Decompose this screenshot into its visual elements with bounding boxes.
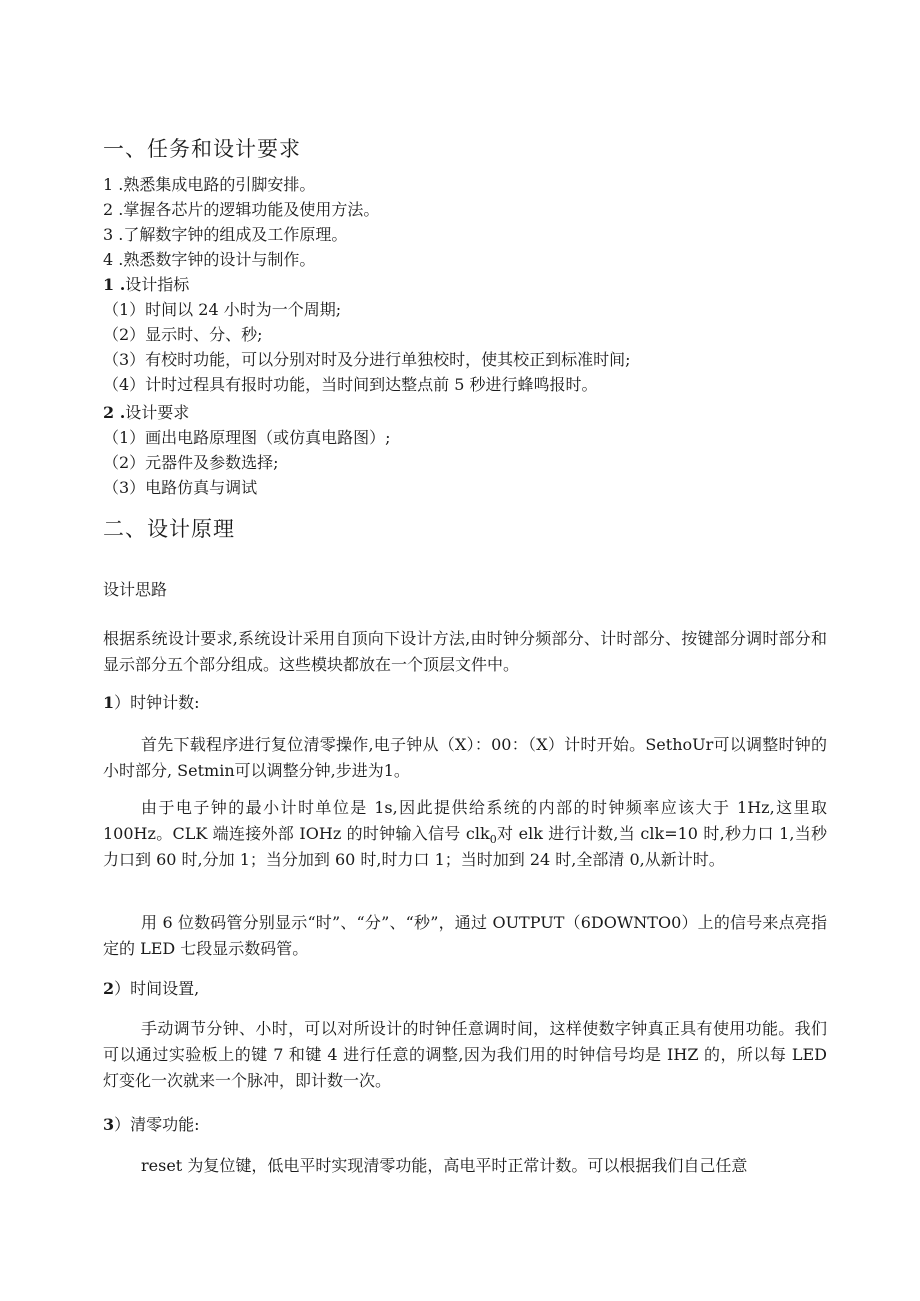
part1-number: 1 [103, 693, 115, 712]
part2-number: 2 [103, 979, 115, 998]
requirement-item-3: （3）电路仿真与调试 [103, 478, 258, 497]
part2-paragraph-1: 手动调节分钟、小时，可以对所设计的时钟任意调时间，这样使数字钟真正具有使用功能。我们可以通过实验板上的键 7 和键 4 进行任意的调整,因为我们用的时钟信号均是 IHZ 的，所以每 LED 灯变化一次就来一个脉冲，即计数一次。 [103, 1019, 827, 1090]
requirement-item-2: （2）元器件及参数选择; [103, 453, 279, 472]
section2-title: 二、设计原理 [103, 517, 235, 541]
indicator-item-4: （4）计时过程具有报时功能，当时间到达整点前 5 秒进行蜂鸣报时。 [103, 375, 598, 394]
part1-heading [103, 693, 200, 713]
part2-heading [103, 979, 199, 999]
section1-title: 一、任务和设计要求 [103, 137, 301, 161]
part1-paragraph-3: 用 6 位数码管分别显示“时”、“分”、“秒”，通过 OUTPUT（6DOWNTO0）上的信号来点亮指定的 LED 七段显示数码管。 [103, 913, 827, 958]
indicator-item-1: （1）时间以 24 小时为一个周期; [103, 300, 342, 319]
part1-paragraph-2-b: 对 elk 进行计数,当 clk=10 时,秒力口 1,当秒力口到 60 时,分加 1；当分加到 60 时,时力口 1；当时加到 24 时,全部清 0,从新计时。 [103, 824, 827, 869]
indicators-heading-text: 设计指标 [125, 275, 190, 294]
task-item-4: 4 .熟悉数字钟的设计与制作。 [103, 250, 316, 269]
part3-heading [103, 1115, 200, 1135]
indicator-item-2: （2）显示时、分、秒; [103, 325, 263, 344]
part3-number: 3 [103, 1115, 115, 1134]
requirements-heading [103, 403, 189, 423]
indicators-heading-number: 1 . [103, 275, 126, 294]
task-item-2: 2 .掌握各芯片的逻辑功能及使用方法。 [103, 200, 380, 219]
task-item-1: 1 .熟悉集成电路的引脚安排。 [103, 175, 316, 194]
section2-subtitle: 设计思路 [103, 580, 168, 599]
requirement-item-1: （1）画出电路原理图（或仿真电路图）; [103, 428, 391, 447]
part1-paragraph-2-a: 由于电子钟的最小计时单位是 1s,因此提供给系统的内部的时钟频率应该大于 1Hz,这里取 100Hz。CLK 端连接外部 IOHz 的时钟输入信号 clk [103, 798, 827, 843]
indicators-heading [103, 275, 189, 295]
part2-title: ）时间设置, [114, 979, 200, 998]
part3-title: ）清零功能: [114, 1115, 200, 1134]
part1-title: ）时钟计数: [114, 693, 200, 712]
section2-intro-paragraph: 根据系统设计要求,系统设计采用自顶向下设计方法,由时钟分频部分、计时部分、按键部分调时部分和显示部分五个部分组成。这些模块都放在一个顶层文件中。 [103, 629, 827, 674]
indicator-item-3: （3）有校时功能，可以分别对时及分进行单独校时，使其校正到标准时间; [103, 350, 631, 369]
requirements-heading-number: 2 . [103, 403, 126, 422]
task-item-3: 3 .了解数字钟的组成及工作原理。 [103, 225, 348, 244]
requirements-heading-text: 设计要求 [125, 403, 190, 422]
part1-paragraph-1: 首先下载程序进行复位清零操作,电子钟从（X）：00：（X）计时开始。SethoUr可以调整时钟的小时部分, Setmin可以调整分钟,步进为1。 [103, 735, 827, 780]
part3-paragraph-1: reset 为复位键，低电平时实现清零功能，高电平时正常计数。可以根据我们自己任意 [141, 1156, 748, 1175]
part1-paragraph-2-subscript: 0 [489, 833, 497, 847]
part1-paragraph-2 [103, 795, 827, 873]
